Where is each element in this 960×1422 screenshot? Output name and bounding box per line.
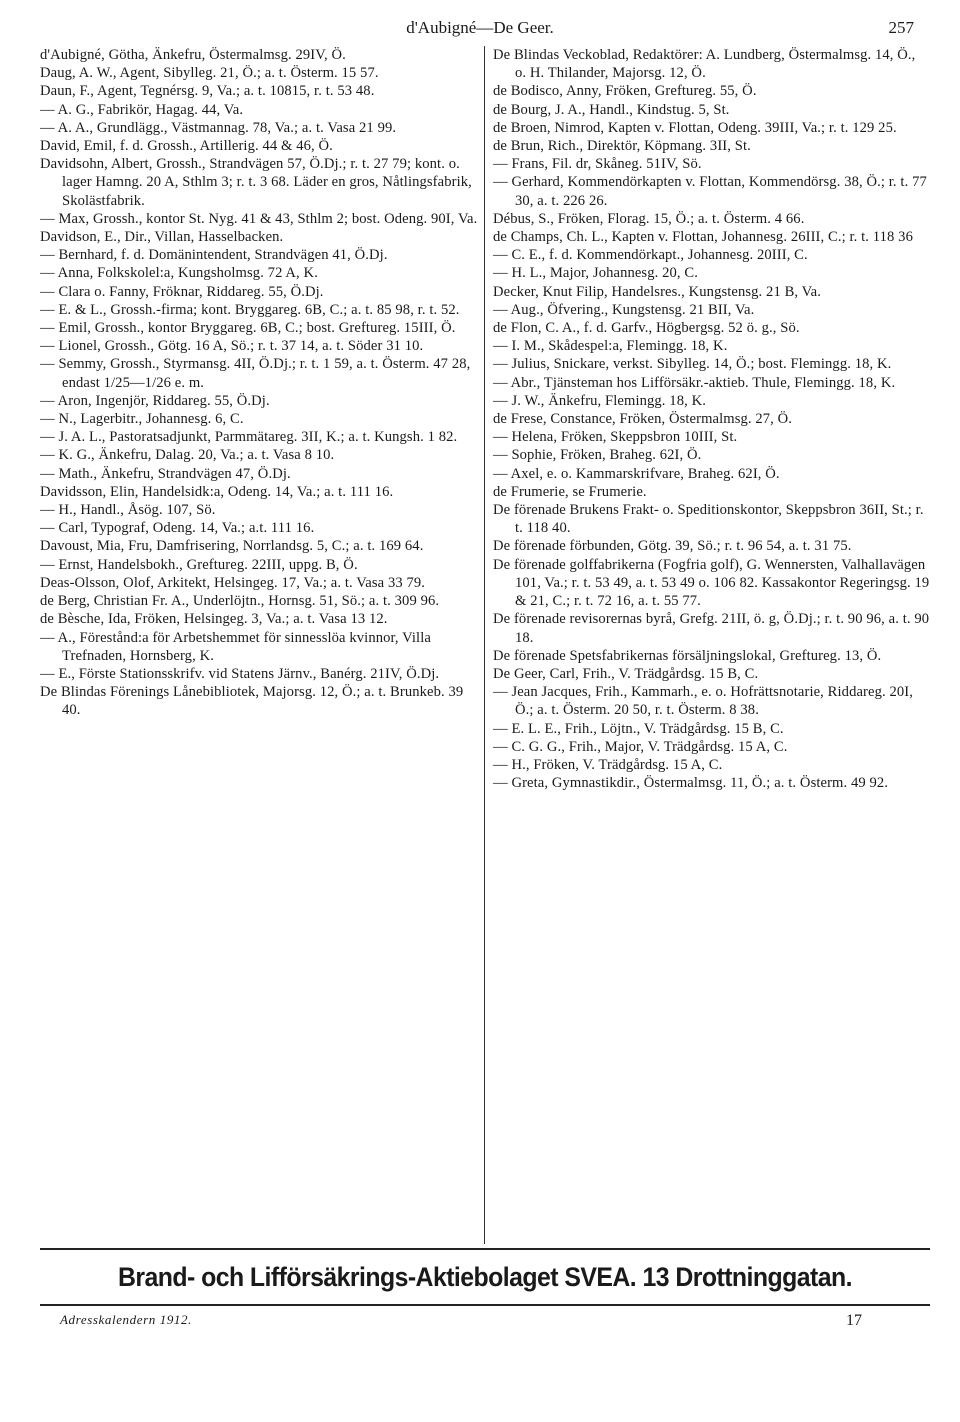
directory-entry: — J. A. L., Pastoratsadjunkt, Parmmätareg. 3II, K.; a. t. Kungsh. 1 82. [40, 429, 458, 446]
directory-entry: David, Emil, f. d. Grossh., Artillerig. 44 & 46, Ö. [40, 138, 333, 155]
directory-entry: — E., Förste Stationsskrifv. vid Statens Järnv., Banérg. 21IV, Ö.Dj. [40, 665, 440, 682]
left-column [40, 46, 485, 1244]
directory-entry: — Bernhard, f. d. Domänintendent, Strandvägen 41, Ö.Dj. [40, 247, 388, 264]
directory-entry: de Bourg, J. A., Handl., Kindstug. 5, St. [493, 101, 730, 118]
sheet-number: 17 [846, 1312, 862, 1329]
directory-entry: — C. E., f. d. Kommendörkapt., Johannesg. 20III, C. [493, 247, 808, 264]
directory-entry: — Anna, Folkskolel:a, Kungsholmsg. 72 A, K. [40, 265, 318, 282]
directory-entry: — Greta, Gymnastikdir., Östermalmsg. 11, Ö.; a. t. Österm. 49 92. [493, 775, 889, 792]
directory-entry: De förenade revisorernas byrå, Grefg. 21II, ö. g, Ö.Dj.; r. t. 90 96, a. t. 90 18. [493, 611, 930, 646]
directory-entry: — Max, Grossh., kontor St. Nyg. 41 & 43, Sthlm 2; bost. Odeng. 90I, Va. [40, 210, 478, 227]
directory-columns [40, 46, 930, 1244]
directory-entry: de Bodisco, Anny, Fröken, Greftureg. 55, Ö. [493, 83, 757, 100]
directory-entry: — E. & L., Grossh.-firma; kont. Bryggareg. 6B, C.; a. t. 85 98, r. t. 52. [40, 301, 460, 318]
directory-entry: De förenade golffabrikerna (Fogfria golf), G. Wennersten, Valhallavägen 101, Va.; r. t. 53 49, a. t. 53 49 o. 106 82. Kassakontor Regeringsg. 19 & 21, C.; r. t. 72 16, a. t. 55 77. [493, 556, 930, 610]
directory-entry: — C. G. G., Frih., Major, V. Trädgårdsg. 15 A, C. [493, 738, 788, 755]
directory-entry: Decker, Knut Filip, Handelsres., Kungstensg. 21 B, Va. [493, 283, 822, 300]
publication-name: Adresskalendern 1912. [60, 1312, 192, 1327]
directory-entry: — Lionel, Grossh., Götg. 16 A, Sö.; r. t. 37 14, a. t. Söder 31 10. [40, 338, 424, 355]
directory-entry: Deas-Olsson, Olof, Arkitekt, Helsingeg. 17, Va.; a. t. Vasa 33 79. [40, 574, 426, 591]
directory-entry: d'Aubigné, Götha, Änkefru, Östermalmsg. 29IV, Ö. [40, 47, 346, 63]
directory-entry: de Champs, Ch. L., Kapten v. Flottan, Johannesg. 26III, C.; r. t. 118 36 [493, 229, 913, 246]
directory-entry: — A. G., Fabrikör, Hagag. 44, Va. [40, 101, 244, 118]
directory-entry: De förenade förbunden, Götg. 39, Sö.; r. t. 96 54, a. t. 31 75. [493, 538, 852, 555]
directory-entry: Débus, S., Fröken, Florag. 15, Ö.; a. t. Österm. 4 66. [493, 210, 805, 227]
directory-entry: — I. M., Skådespel:a, Flemingg. 18, K. [493, 338, 728, 355]
directory-entry: — A. A., Grundlägg., Västmannag. 78, Va.; a. t. Vasa 21 99. [40, 119, 397, 136]
directory-entry: Daun, F., Agent, Tegnérsg. 9, Va.; a. t. 10815, r. t. 53 48. [40, 83, 375, 100]
directory-entry: Davidsson, Elin, Handelsidk:a, Odeng. 14, Va.; a. t. 111 16. [40, 483, 394, 500]
right-column [485, 46, 930, 1244]
directory-entry: — Frans, Fil. dr, Skåneg. 51IV, Sö. [493, 156, 702, 173]
directory-entry: de Broen, Nimrod, Kapten v. Flottan, Odeng. 39III, Va.; r. t. 129 25. [493, 119, 897, 136]
advertisement-banner: Brand- och Lifförsäkrings-Aktiebolaget SVEA. 13 Drottninggatan. [118, 1262, 852, 1292]
directory-entry: — Aron, Ingenjör, Riddareg. 55, Ö.Dj. [40, 392, 270, 409]
directory-entry: De Blindas Förenings Lånebibliotek, Majorsg. 12, Ö.; a. t. Brunkeb. 39 40. [40, 684, 464, 719]
directory-entry: — Emil, Grossh., kontor Bryggareg. 6B, C.; bost. Greftureg. 15III, Ö. [40, 320, 456, 337]
directory-entry: de Berg, Christian Fr. A., Underlöjtn., Hornsg. 51, Sö.; a. t. 309 96. [40, 593, 440, 610]
advert-rule-bottom [40, 1304, 930, 1306]
directory-entry: — Ernst, Handelsbokh., Greftureg. 22III, uppg. B, Ö. [40, 556, 358, 573]
directory-entry: de Brun, Rich., Direktör, Köpmang. 3II, St. [493, 138, 751, 155]
directory-entry: De Geer, Carl, Frih., V. Trädgårdsg. 15 B, C. [493, 665, 759, 682]
directory-entry: Davoust, Mia, Fru, Damfrisering, Norrlandsg. 5, C.; a. t. 169 64. [40, 538, 424, 555]
directory-entry: de Frumerie, se Frumerie. [493, 483, 647, 500]
directory-entry: — H., Fröken, V. Trädgårdsg. 15 A, C. [493, 756, 723, 773]
directory-entry: De förenade Spetsfabrikernas försäljningslokal, Greftureg. 13, Ö. [493, 647, 882, 664]
directory-entry: Davidsohn, Albert, Grossh., Strandvägen 57, Ö.Dj.; r. t. 27 79; kont. o. lager Hamng. 20 A, Sthlm 3; r. t. 3 68. Läder en gros, Nåtlingsfabrik, Skolästfabrik. [40, 156, 472, 209]
page-title: d'Aubigné—De Geer. [406, 18, 554, 37]
directory-entry: — A., Förestånd:a för Arbetshemmet för sinnesslöa kvinnor, Villa Trefnaden, Hornsberg, K. [40, 629, 431, 664]
directory-entry: — E. L. E., Frih., Löjtn., V. Trädgårdsg. 15 B, C. [493, 720, 784, 737]
directory-entry: — H., Handl., Åsög. 107, Sö. [40, 502, 216, 519]
page-footer [60, 1312, 862, 1340]
directory-entry: — Carl, Typograf, Odeng. 14, Va.; a.t. 111 16. [40, 520, 315, 537]
running-head [40, 18, 920, 42]
directory-entry: — Sophie, Fröken, Braheg. 62I, Ö. [493, 447, 702, 464]
directory-entry: — Abr., Tjänsteman hos Lifförsäkr.-aktieb. Thule, Flemingg. 18, K. [493, 374, 896, 391]
page-number: 257 [888, 18, 914, 37]
directory-entry: — Semmy, Grossh., Styrmansg. 4II, Ö.Dj.; r. t. 1 59, a. t. Österm. 47 28, endast 1/25—1/26 e. m. [40, 356, 471, 391]
directory-entry: — Clara o. Fanny, Fröknar, Riddareg. 55, Ö.Dj. [40, 283, 324, 300]
directory-entry: — Math., Änkefru, Strandvägen 47, Ö.Dj. [40, 465, 291, 482]
directory-entry: Davidson, E., Dir., Villan, Hasselbacken. [40, 229, 284, 246]
advert-rule-top [40, 1248, 930, 1250]
directory-entry: — H. L., Major, Johannesg. 20, C. [493, 265, 698, 282]
directory-entry: — Julius, Snickare, verkst. Sibylleg. 14, Ö.; bost. Flemingg. 18, K. [493, 356, 892, 373]
directory-entry: de Frese, Constance, Fröken, Östermalmsg. 27, Ö. [493, 411, 793, 428]
directory-entry: — Helena, Fröken, Skeppsbron 10III, St. [493, 429, 738, 446]
directory-entry: — K. G., Änkefru, Dalag. 20, Va.; a. t. Vasa 8 10. [40, 447, 335, 464]
directory-entry: — Jean Jacques, Frih., Kammarh., e. o. Hofrättsnotarie, Riddareg. 20I, Ö.; a. t. Österm. 20 50, r. t. Österm. 8 38. [493, 684, 913, 719]
directory-entry: Daug, A. W., Agent, Sibylleg. 21, Ö.; a. t. Österm. 15 57. [40, 65, 379, 82]
directory-entry: De förenade Brukens Frakt- o. Speditionskontor, Skeppsbron 36II, St.; r. t. 118 40. [493, 502, 924, 537]
directory-entry: de Flon, C. A., f. d. Garfv., Högbergsg. 52 ö. g., Sö. [493, 320, 800, 337]
directory-entry: De Blindas Veckoblad, Redaktörer: A. Lundberg, Östermalmsg. 14, Ö., o. H. Thilander, Majorsg. 12, Ö. [493, 47, 916, 82]
directory-entry: de Bèsche, Ida, Fröken, Helsingeg. 3, Va.; a. t. Vasa 13 12. [40, 611, 388, 628]
directory-entry: — Gerhard, Kommendörkapten v. Flottan, Kommendörsg. 38, Ö.; r. t. 77 30, a. t. 226 26. [493, 174, 927, 209]
directory-entry: — J. W., Änkefru, Flemingg. 18, K. [493, 392, 706, 409]
directory-entry: — Aug., Öfvering., Kungstensg. 21 BII, Va. [493, 301, 755, 318]
directory-entry: — Axel, e. o. Kammarskrifvare, Braheg. 62I, Ö. [493, 465, 780, 482]
directory-entry: — N., Lagerbitr., Johannesg. 6, C. [40, 411, 244, 428]
